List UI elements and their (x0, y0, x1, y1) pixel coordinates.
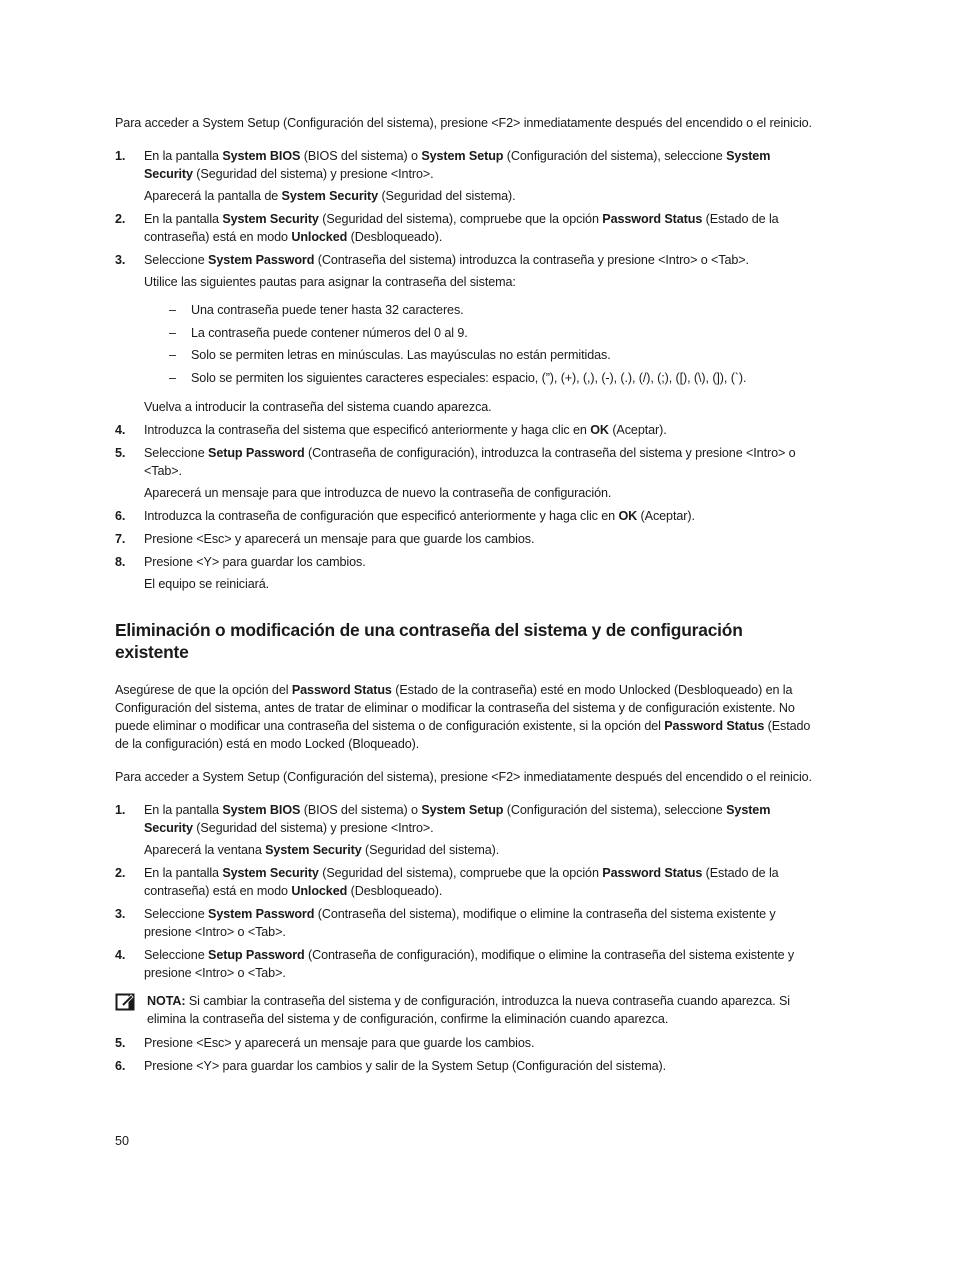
text-run: En la pantalla (144, 865, 223, 880)
step-item (115, 421, 815, 439)
text-run: (Estado de la configuración) está en modo Locked (Bloqueado). (115, 718, 811, 751)
bold-term: NOTA: (147, 993, 186, 1008)
text-run: Si cambiar la contraseña del sistema y de configuración, introduzca la nueva contraseña cuando aparezca. Si elimina la contraseña del sistema y de configuración, confirme la eliminación cuando aparezca. (147, 993, 790, 1026)
text-run: Introduzca la contraseña del sistema que especificó anteriormente y haga clic en (144, 422, 591, 437)
section-2 (115, 681, 815, 1075)
guideline-text: Solo se permiten los siguientes caracteres especiales: espacio, (”), (+), (,), (-), (.), (/), (;), ([), (\), (]), (`). (191, 370, 747, 385)
text-run: Aparecerá la ventana (144, 842, 266, 857)
text-run: (Desbloqueado). (347, 883, 443, 898)
step-number: 7. (115, 531, 126, 546)
text-run: Seleccione (144, 445, 209, 460)
text-run: (Estado de la contraseña) está en modo (144, 212, 779, 244)
bold-term: System Security (281, 189, 379, 203)
text-run: (BIOS del sistema) o (300, 802, 422, 817)
intro-paragraph (115, 114, 815, 132)
text-run: (Contraseña del sistema), modifique o elimine la contraseña del sistema existente y presione <Intro> o <Tab>. (144, 906, 776, 939)
step-number: 3. (115, 906, 126, 921)
guideline-text: Una contraseña puede tener hasta 32 caracteres. (191, 303, 464, 317)
step-result (144, 575, 815, 593)
step-text (144, 147, 815, 183)
text-run: Presione <Y> para guardar los cambios y salir de la System Setup (Configuración del sistema). (144, 1058, 666, 1073)
step-text (144, 1034, 815, 1052)
text-run: Aparecerá la pantalla de (144, 189, 282, 203)
step-number: 3. (115, 253, 126, 267)
text-run: Seleccione (144, 253, 209, 267)
step-text (144, 444, 815, 480)
step-number: 1. (115, 149, 126, 163)
access-paragraph (115, 768, 815, 786)
step-item (115, 946, 815, 982)
text-run: (Contraseña de configuración), modifique o elimine la contraseña del sistema existente y presione <Intro> o <Tab>. (144, 947, 795, 980)
text-run: Seleccione (144, 906, 209, 921)
warning-paragraph (115, 681, 815, 753)
bold-term: System Security (144, 149, 771, 181)
text-run: (Seguridad del sistema) y presione <Intro>. (192, 167, 434, 181)
bold-term: System Security (222, 212, 319, 226)
text-run: En la pantalla (144, 802, 223, 817)
text-run: (Aceptar). (608, 422, 667, 437)
step-text (144, 1057, 815, 1075)
dash-bullet: – (169, 370, 176, 385)
guideline-text: Solo se permiten letras en minúsculas. Las mayúsculas no están permitidas. (191, 348, 611, 362)
text-run: (Configuración del sistema), seleccione (503, 802, 727, 817)
text-run: (Estado de la contraseña) esté en modo Unlocked (Desbloqueado) en la Configuración del sistema, antes de tratar de eliminar o modificar la contraseña del sistema y de configuración existente. No puede eliminar o modificar una contraseña del sistema o de configuración existente, si la opción del (115, 682, 795, 733)
step-text (144, 553, 815, 571)
step-item (115, 553, 815, 593)
note-box (115, 992, 815, 1028)
step-item (115, 905, 815, 941)
step-result (144, 398, 815, 416)
step-number: 4. (115, 947, 126, 962)
bold-term: System Setup (421, 149, 504, 163)
bold-term: Password Status (664, 718, 765, 733)
dash-bullet: – (169, 325, 176, 340)
bold-term: Password Status (291, 682, 392, 697)
text-run: Introduzca la contraseña de configuración que especificó anteriormente y haga clic en (144, 508, 619, 523)
step-text (144, 864, 815, 900)
bold-term: System BIOS (222, 802, 301, 817)
step-text (144, 905, 815, 941)
text-run: Utilice las siguientes pautas para asignar la contraseña del sistema: (144, 275, 516, 289)
guideline-item (144, 369, 815, 387)
page-number: 50 (115, 1134, 130, 1148)
text-run: Para acceder a System Setup (Configuración del sistema), presione <F2> inmediatamente después del encendido o el reinicio. (115, 116, 812, 130)
step-result (144, 841, 815, 859)
pencil-note-icon (115, 993, 135, 1011)
step-item (115, 1034, 815, 1052)
text-run: Asegúrese de que la opción del (115, 682, 292, 697)
text-run: Para acceder a System Setup (Configuración del sistema), presione <F2> inmediatamente después del encendido o el reinicio. (115, 769, 812, 784)
step-text (144, 421, 815, 439)
step-number: 5. (115, 1035, 126, 1050)
step-text (144, 507, 815, 525)
bold-term: System Password (208, 906, 315, 921)
step-item (115, 147, 815, 205)
bold-term: Password Status (602, 865, 703, 880)
step-item (115, 801, 815, 859)
guideline-text: La contraseña puede contener números del 0 al 9. (191, 325, 468, 340)
bold-term: System Password (208, 253, 315, 267)
steps-list-3 (115, 1034, 815, 1075)
bold-term: System Security (265, 842, 362, 857)
document-page (115, 114, 815, 1080)
step-number: 6. (115, 508, 126, 523)
text-run: Presione <Esc> y aparecerá un mensaje para que guarde los cambios. (144, 531, 535, 546)
step-item (115, 507, 815, 525)
dash-bullet: – (169, 303, 176, 317)
text-run: Presione <Y> para guardar los cambios. (144, 554, 366, 569)
step-item (115, 444, 815, 502)
text-run: Presione <Esc> y aparecerá un mensaje para que guarde los cambios. (144, 1035, 535, 1050)
bold-term: System Setup (421, 802, 504, 817)
bold-term: Unlocked (291, 230, 348, 244)
steps-list-2 (115, 801, 815, 982)
note-text (147, 992, 815, 1028)
step-number: 2. (115, 212, 126, 226)
step-number: 1. (115, 802, 126, 817)
guideline-item (144, 324, 815, 342)
text-run: (Seguridad del sistema), compruebe que la opción (318, 865, 603, 880)
step-item (115, 864, 815, 900)
text-run: (Contraseña de configuración), introduzca la contraseña del sistema y presione <Intro> o <Tab>. (144, 445, 796, 478)
text-run: (Seguridad del sistema). (361, 842, 500, 857)
step-item (115, 1057, 815, 1075)
guideline-item (144, 301, 815, 319)
steps-list (115, 147, 815, 593)
text-run: El equipo se reiniciará. (144, 576, 270, 591)
step-number: 5. (115, 445, 126, 460)
guideline-item (144, 346, 815, 364)
step-result (144, 273, 815, 291)
step-text (144, 210, 815, 246)
text-run: (Contraseña del sistema) introduzca la contraseña y presione <Intro> o <Tab>. (314, 253, 749, 267)
step-text (144, 801, 815, 837)
bold-term: Setup Password (208, 445, 305, 460)
bold-term: Setup Password (208, 947, 305, 962)
text-run: Seleccione (144, 947, 209, 962)
step-text (144, 530, 815, 548)
bold-term: OK (590, 422, 609, 437)
text-run: (Estado de la contraseña) está en modo (144, 865, 779, 898)
step-result (144, 187, 815, 205)
text-run: (Seguridad del sistema) y presione <Intro>. (192, 820, 434, 835)
text-run: (Seguridad del sistema), compruebe que la opción (318, 212, 603, 226)
bold-term: Password Status (602, 212, 703, 226)
text-run: Aparecerá un mensaje para que introduzca de nuevo la contraseña de configuración. (144, 485, 612, 500)
text-run: (Configuración del sistema), seleccione (503, 149, 727, 163)
step-result (144, 484, 815, 502)
step-item (115, 530, 815, 548)
password-guidelines (144, 301, 815, 387)
text-run: En la pantalla (144, 149, 223, 163)
text-run: (BIOS del sistema) o (300, 149, 422, 163)
text-run: Vuelva a introducir la contraseña del sistema cuando aparezca. (144, 399, 492, 414)
bold-term: OK (618, 508, 638, 523)
text-run: En la pantalla (144, 212, 223, 226)
bold-term: System Security (144, 802, 771, 835)
step-number: 6. (115, 1058, 126, 1073)
step-number: 2. (115, 865, 126, 880)
section-1 (115, 114, 815, 593)
text-run: (Seguridad del sistema). (378, 189, 516, 203)
section-heading: Eliminación o modificación de una contraseña del sistema y de configuración existente (115, 619, 743, 662)
step-number: 4. (115, 422, 126, 437)
step-text (144, 946, 815, 982)
bold-term: Unlocked (291, 883, 348, 898)
step-number: 8. (115, 554, 126, 569)
step-item (115, 251, 815, 416)
step-text (144, 251, 815, 269)
text-run: (Aceptar). (637, 508, 695, 523)
bold-term: System BIOS (222, 149, 301, 163)
text-run: (Desbloqueado). (347, 230, 443, 244)
dash-bullet: – (169, 348, 176, 362)
bold-term: System Security (222, 865, 319, 880)
step-item (115, 210, 815, 246)
